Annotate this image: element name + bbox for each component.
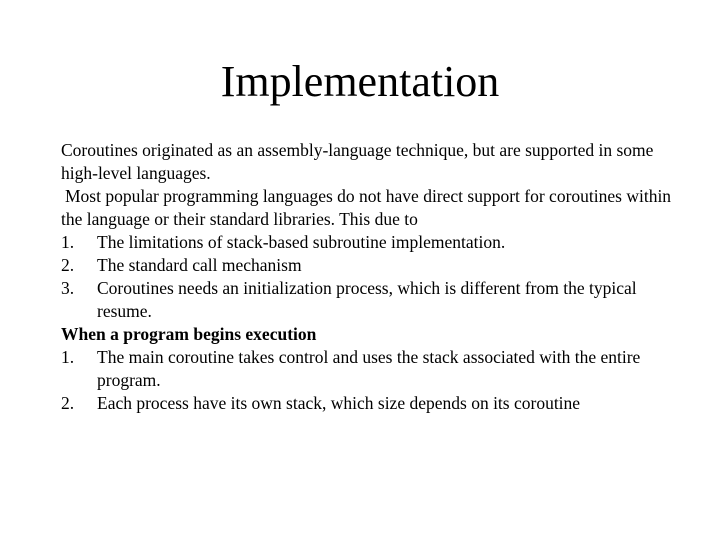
reason-number: 1. bbox=[61, 232, 75, 252]
slide-body bbox=[61, 139, 681, 415]
reason-item-1 bbox=[61, 231, 681, 254]
intro-paragraph-1: Coroutines originated as an assembly-language technique, but are supported in some high-level languages. bbox=[61, 140, 654, 183]
step-text: Each process have its own stack, which size depends on its coroutine bbox=[97, 393, 581, 413]
reason-text: The standard call mechanism bbox=[97, 255, 302, 275]
reason-number: 2. bbox=[61, 255, 75, 275]
step-item-1 bbox=[61, 346, 681, 392]
step-text: The main coroutine takes control and uses the stack associated with the entire program. bbox=[97, 347, 641, 390]
reason-text: Coroutines needs an initialization process, which is different from the typical resume. bbox=[97, 278, 637, 321]
reason-text: The limitations of stack-based subroutine implementation. bbox=[97, 232, 506, 252]
step-item-2 bbox=[61, 392, 681, 415]
reason-number: 3. bbox=[61, 278, 75, 298]
step-number: 1. bbox=[61, 347, 75, 367]
subheading: When a program begins execution bbox=[61, 324, 317, 344]
slide-title: Implementation bbox=[220, 57, 500, 106]
step-number: 2. bbox=[61, 393, 75, 413]
reason-item-2 bbox=[61, 254, 681, 277]
intro-paragraph-2: Most popular programming languages do not have direct support for coroutines within the language or their standard libraries. This due to bbox=[61, 186, 672, 229]
reason-item-3 bbox=[61, 277, 681, 323]
